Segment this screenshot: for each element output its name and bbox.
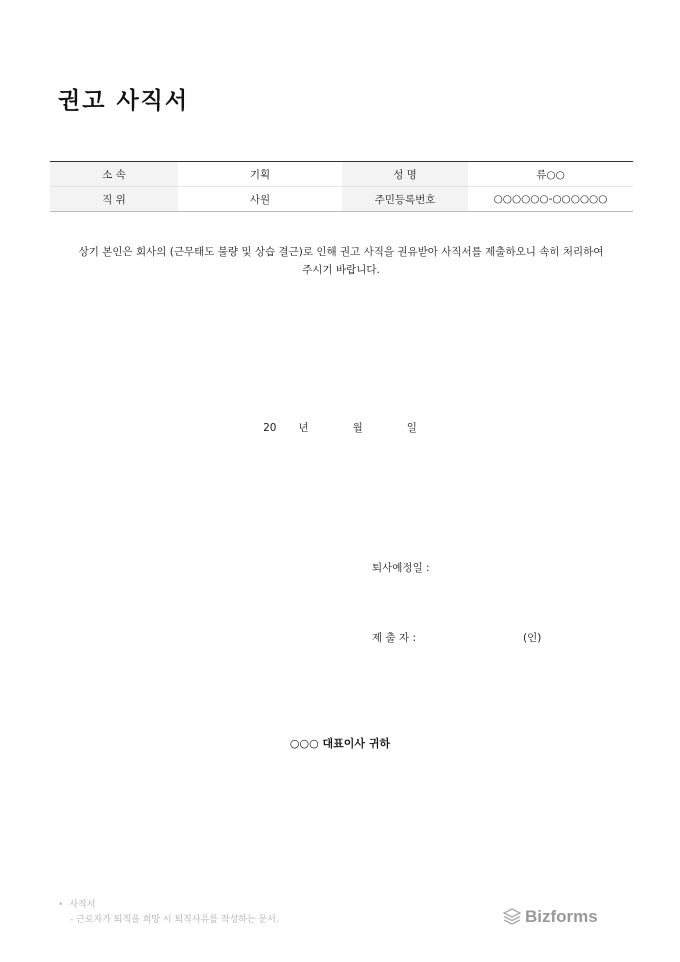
position-value: 사원 xyxy=(249,193,271,206)
date-month-unit: 월 xyxy=(352,422,363,434)
bullet-icon: • xyxy=(58,900,64,910)
statement-line-1: 상기 본인은 회사의 (근무태도 불량 및 상습 결근)로 인해 권고 사직을 권유받아 사직서를 제출하오니 속히 처리하여 xyxy=(78,246,604,258)
footer-description: - 근로자가 퇴직을 희망 시 퇴직사유를 작성하는 문서. xyxy=(70,915,279,925)
date-year: 20 xyxy=(263,422,277,434)
seal-mark: (인) xyxy=(523,632,542,644)
affiliation-label: 소 속 xyxy=(50,162,178,187)
name-label: 성 명 xyxy=(342,162,468,187)
statement-line-2: 주시기 바랍니다. xyxy=(302,264,380,276)
document-title: 권고 사직서 xyxy=(58,88,190,114)
date-line xyxy=(0,420,680,435)
layers-logo-icon xyxy=(503,908,521,926)
resignation-statement xyxy=(58,243,624,279)
brand-name: Bizforms xyxy=(525,907,598,926)
table-row xyxy=(50,187,633,212)
retire-date-label: 퇴사예정일 : xyxy=(372,562,430,574)
employee-info-table xyxy=(50,161,633,212)
footer-note xyxy=(58,898,279,928)
date-year-unit: 년 xyxy=(298,422,309,434)
name-value: 류○○ xyxy=(468,162,633,187)
resident-number-value: ○○○○○○-○○○○○○ xyxy=(493,193,608,205)
footer-doc-type: 사직서 xyxy=(69,900,96,910)
date-day-unit: 일 xyxy=(406,422,417,434)
table-row xyxy=(50,162,633,187)
resident-number-label: 주민등록번호 xyxy=(342,187,468,212)
addressee: ○○○ 대표이사 귀하 xyxy=(289,737,391,750)
brand-logo xyxy=(503,907,598,927)
position-label: 직 위 xyxy=(50,187,178,212)
affiliation-value: 기획 xyxy=(178,162,342,187)
submitter-label: 제 출 자 : xyxy=(372,632,416,644)
